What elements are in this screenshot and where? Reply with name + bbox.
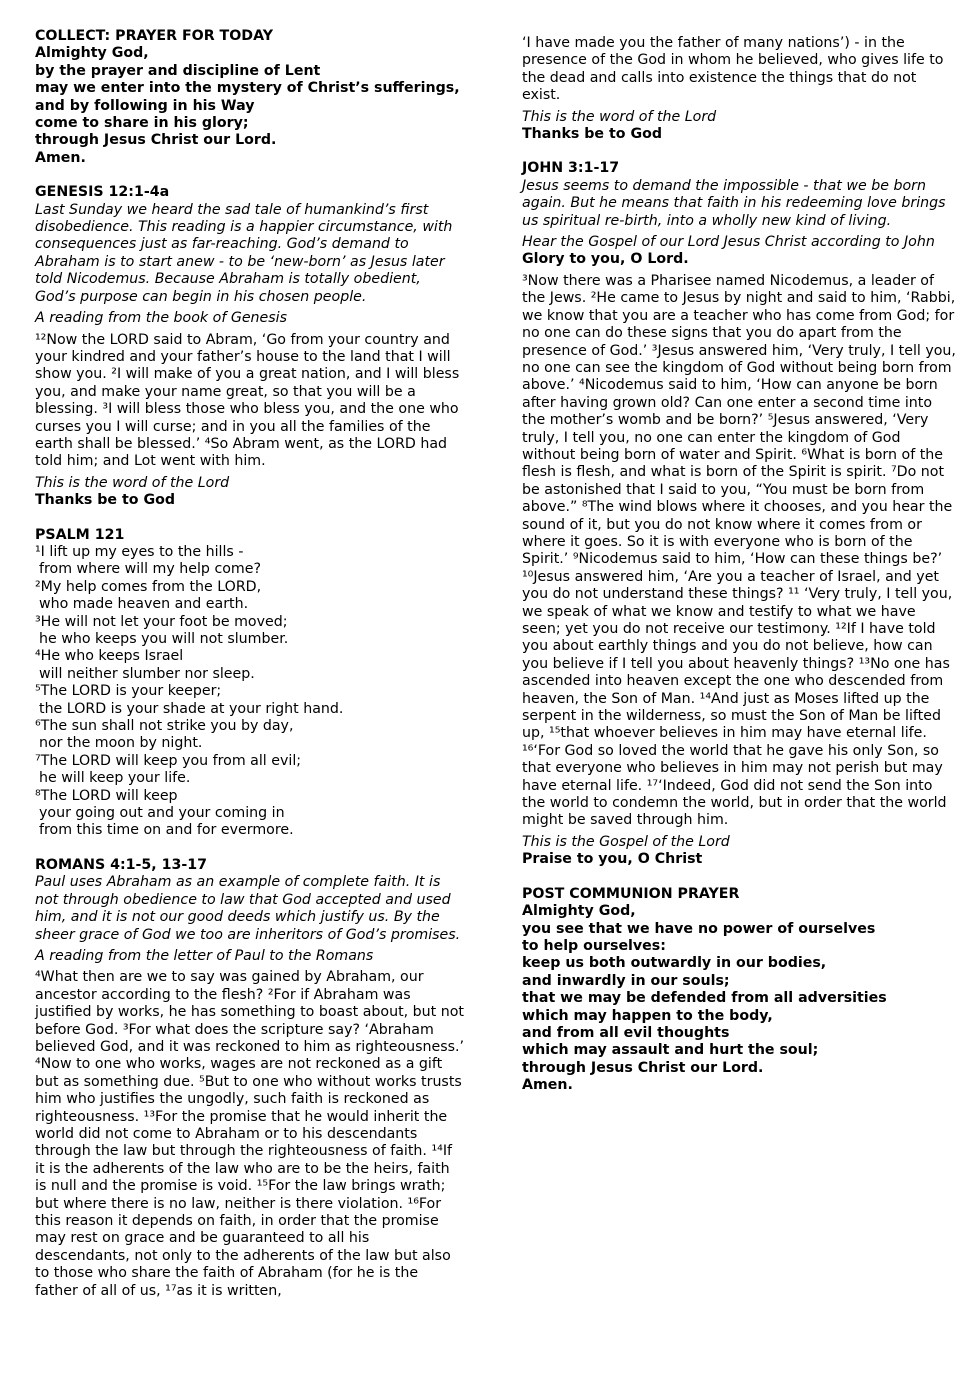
psalm-line: he will keep your life. bbox=[39, 770, 191, 787]
john-announce: Hear the Gospel of our Lord Jesus Christ according to John bbox=[522, 234, 935, 251]
psalm-line: ³He will not let your foot be moved; bbox=[35, 613, 288, 630]
right-column bbox=[522, 0, 958, 1112]
psalm-line: from where will my help come? bbox=[39, 561, 262, 578]
john-response: Praise to you, O Christ bbox=[522, 851, 703, 868]
romans-announce: A reading from the letter of Paul to the Romans bbox=[35, 947, 374, 964]
psalm-text bbox=[35, 544, 465, 840]
collect-line: through Jesus Christ our Lord. bbox=[35, 132, 277, 149]
post-communion-line: you see that we have no power of ourselves bbox=[522, 920, 876, 937]
psalm-line: ⁷The LORD will keep you from all evil; bbox=[35, 752, 302, 769]
psalm-line: ⁸The LORD will keep bbox=[35, 787, 178, 804]
genesis-closing: This is the word of the Lord bbox=[35, 474, 230, 491]
post-communion-line: and from all evil thoughts bbox=[522, 1024, 730, 1041]
psalm-line: ⁶The sun shall not strike you by day, bbox=[35, 718, 294, 735]
post-communion-section bbox=[522, 886, 958, 1095]
psalm-line: ¹I lift up my eyes to the hills - bbox=[35, 543, 244, 560]
collect-line: may we enter into the mystery of Christ’s sufferings, bbox=[35, 80, 460, 97]
post-communion-line: which may assault and hurt the soul; bbox=[522, 1042, 819, 1059]
post-communion-line: to help ourselves: bbox=[522, 937, 666, 954]
collect-section bbox=[35, 28, 465, 167]
collect-prayer bbox=[35, 45, 465, 167]
psalm-line: from this time on and for evermore. bbox=[39, 822, 294, 839]
post-communion-line: which may happen to the body, bbox=[522, 1007, 773, 1024]
john-heading: JOHN 3:1-17 bbox=[522, 160, 620, 177]
collect-line: by the prayer and discipline of Lent bbox=[35, 62, 321, 79]
post-communion-line: Almighty God, bbox=[522, 903, 636, 920]
post-communion-prayer bbox=[522, 903, 958, 1094]
post-communion-heading: POST COMMUNION PRAYER bbox=[522, 885, 740, 902]
romans-heading: ROMANS 4:1-5, 13-17 bbox=[35, 856, 207, 873]
romans-closing: This is the word of the Lord bbox=[522, 108, 717, 125]
psalm-heading: PSALM 121 bbox=[35, 526, 125, 543]
post-communion-line: and inwardly in our souls; bbox=[522, 972, 730, 989]
john-closing: This is the Gospel of the Lord bbox=[522, 833, 730, 850]
psalm-line: he who keeps you will not slumber. bbox=[39, 631, 289, 647]
psalm-line: ⁴He who keeps Israel bbox=[35, 648, 184, 665]
romans-response: Thanks be to God bbox=[522, 126, 663, 143]
collect-line: come to share in his glory; bbox=[35, 115, 249, 132]
romans-continued-section bbox=[522, 35, 958, 143]
psalm-line: nor the moon by night. bbox=[39, 735, 203, 752]
romans-section bbox=[35, 857, 465, 1300]
genesis-intro: Last Sunday we heard the sad tale of humankind’s first disobedience. This reading is a happier circumstance, with consequences just as far-reaching. God’s demand to Abraham is to start anew - to be ‘new-born’ as Jesus later told Nicodemus. Because Abraham is totally obedient, God’s purpose can begin in his chosen people. bbox=[35, 201, 453, 305]
psalm-line: your going out and your coming in bbox=[39, 805, 285, 822]
post-communion-line: keep us both outwardly in our bodies, bbox=[522, 955, 827, 972]
romans-intro: Paul uses Abraham as an example of complete faith. It is not through obedience to law that God accepted and used him, and it is not our good deeds which justify us. By the sheer grace of God we too are inheritors of God’s promises. bbox=[35, 874, 461, 943]
genesis-section bbox=[35, 184, 465, 509]
post-communion-line: that we may be defended from all adversities bbox=[522, 990, 887, 1007]
post-communion-line: through Jesus Christ our Lord. bbox=[522, 1059, 764, 1076]
psalm-line: who made heaven and earth. bbox=[39, 596, 249, 613]
collect-line: Almighty God, bbox=[35, 45, 149, 62]
collect-line: Amen. bbox=[35, 149, 86, 166]
collect-line: and by following in his Way bbox=[35, 97, 255, 114]
collect-heading: COLLECT: PRAYER FOR TODAY bbox=[35, 28, 273, 44]
psalm-section bbox=[35, 527, 465, 840]
john-text: ³Now there was a Pharisee named Nicodemus, a leader of the Jews. ²He came to Jesus by night and said to him, ‘Rabbi, we know that you are a teacher who has come from God; for no one can do these signs that you do apart from the presence of God.’ ³Jesus answered him, ‘Very truly, I tell you, no one can see the kingdom of God without being born from above.’ ⁴Nicodemus said to him, ‘How can anyone be born after having grown old? Can one enter a second time into the mother’s womb and be born?’ ⁵Jesus answered, ‘Very truly, I tell you, no one can enter the kingdom of God without being born of water and Spirit. ⁶What is born of the flesh is flesh, and what is born of the Spirit is spirit. ⁷Do not be astonished that I said to you, “You must be born from above.” ⁸The wind blows where it chooses, and you hear the sound of it, but you do not know where it comes from or where it goes. So it is with everyone who is born of the Spirit.’ ⁹Nicodemus said to him, ‘How can these things be?’ ¹⁰Jesus answered him, ‘Are you a teacher of Israel, and yet you do not understand these things? ¹¹ ‘Very truly, I tell you, we speak of what we know and testify to what we have seen; yet you do not receive our testimony. ¹²If I have told you about earthly things and you do not believe, how can you believe if I tell you about heavenly things? ¹³No one has ascended into heaven except the one who descended from heaven, the Son of Man. ¹⁴And just as Moses lifted up the serpent in the wilderness, so must the Son of Man be lifted up, ¹⁵that whoever believes in him may have eternal life. ¹⁶‘For God so loved the world that he gave his only Son, so that everyone who believes in him may not perish but may have eternal life. ¹⁷‘Indeed, God did not send the Son into the world to condemn the world, but in order that the world might be saved through him. bbox=[522, 272, 956, 829]
john-announce-response: Glory to you, O Lord. bbox=[522, 251, 689, 268]
romans-continuation: ‘I have made you the father of many nations’) - in the presence of the God in whom he believed, who gives life to the dead and calls into existence the things that do not exist. bbox=[522, 35, 944, 104]
psalm-line: ⁵The LORD is your keeper; bbox=[35, 683, 222, 700]
genesis-heading: GENESIS 12:1-4a bbox=[35, 184, 170, 201]
left-column bbox=[35, 0, 465, 1317]
genesis-response: Thanks be to God bbox=[35, 492, 176, 509]
john-intro: Jesus seems to demand the impossible - that we be born again. But he means that faith in his redeeming love brings us spiritual re-birth, into a wholly new kind of living. bbox=[522, 177, 946, 229]
genesis-text: ¹²Now the LORD said to Abram, ‘Go from your country and your kindred and your father’s house to the land that I will show you. ²I will make of you a great nation, and I will bless you, and make your name great, so that you will be a blessing. ³I will bless those who bless you, and the one who curses you I will curse; and in you all the families of the earth shall be blessed.’ ⁴So Abram went, as the LORD had told him; and Lot went with him. bbox=[35, 331, 460, 470]
post-communion-line: Amen. bbox=[522, 1077, 573, 1094]
romans-text: ⁴What then are we to say was gained by Abraham, our ancestor according to the flesh? ²For if Abraham was justified by works, he has something to boast about, but not before God. ³For what does the scripture say? ‘Abraham believed God, and it was reckoned to him as righteousness.’ ⁴Now to one who works, wages are not reckoned as a gift but as something due. ⁵But to one who without works trusts him who justifies the ungodly, such faith is reckoned as righteousness. ¹³For the promise that he would inherit the world did not come to Abraham or to his descendants through the law but through the righteousness of faith. ¹⁴If it is the adherents of the law who are to be the heirs, faith is null and the promise is void. ¹⁵For the law brings wrath; but where there is no law, neither is there violation. ¹⁶For this reason it depends on faith, in order that the promise may rest on grace and be guaranteed to all his descendants, not only to the adherents of the law but also to those who share the faith of Abraham (for he is the father of all of us, ¹⁷as it is written, bbox=[35, 969, 465, 1299]
genesis-announce: A reading from the book of Genesis bbox=[35, 310, 288, 327]
psalm-line: the LORD is your shade at your right hand. bbox=[39, 700, 344, 717]
john-section bbox=[522, 160, 958, 868]
psalm-line: ²My help comes from the LORD, bbox=[35, 578, 262, 595]
psalm-line: will neither slumber nor sleep. bbox=[39, 665, 255, 682]
